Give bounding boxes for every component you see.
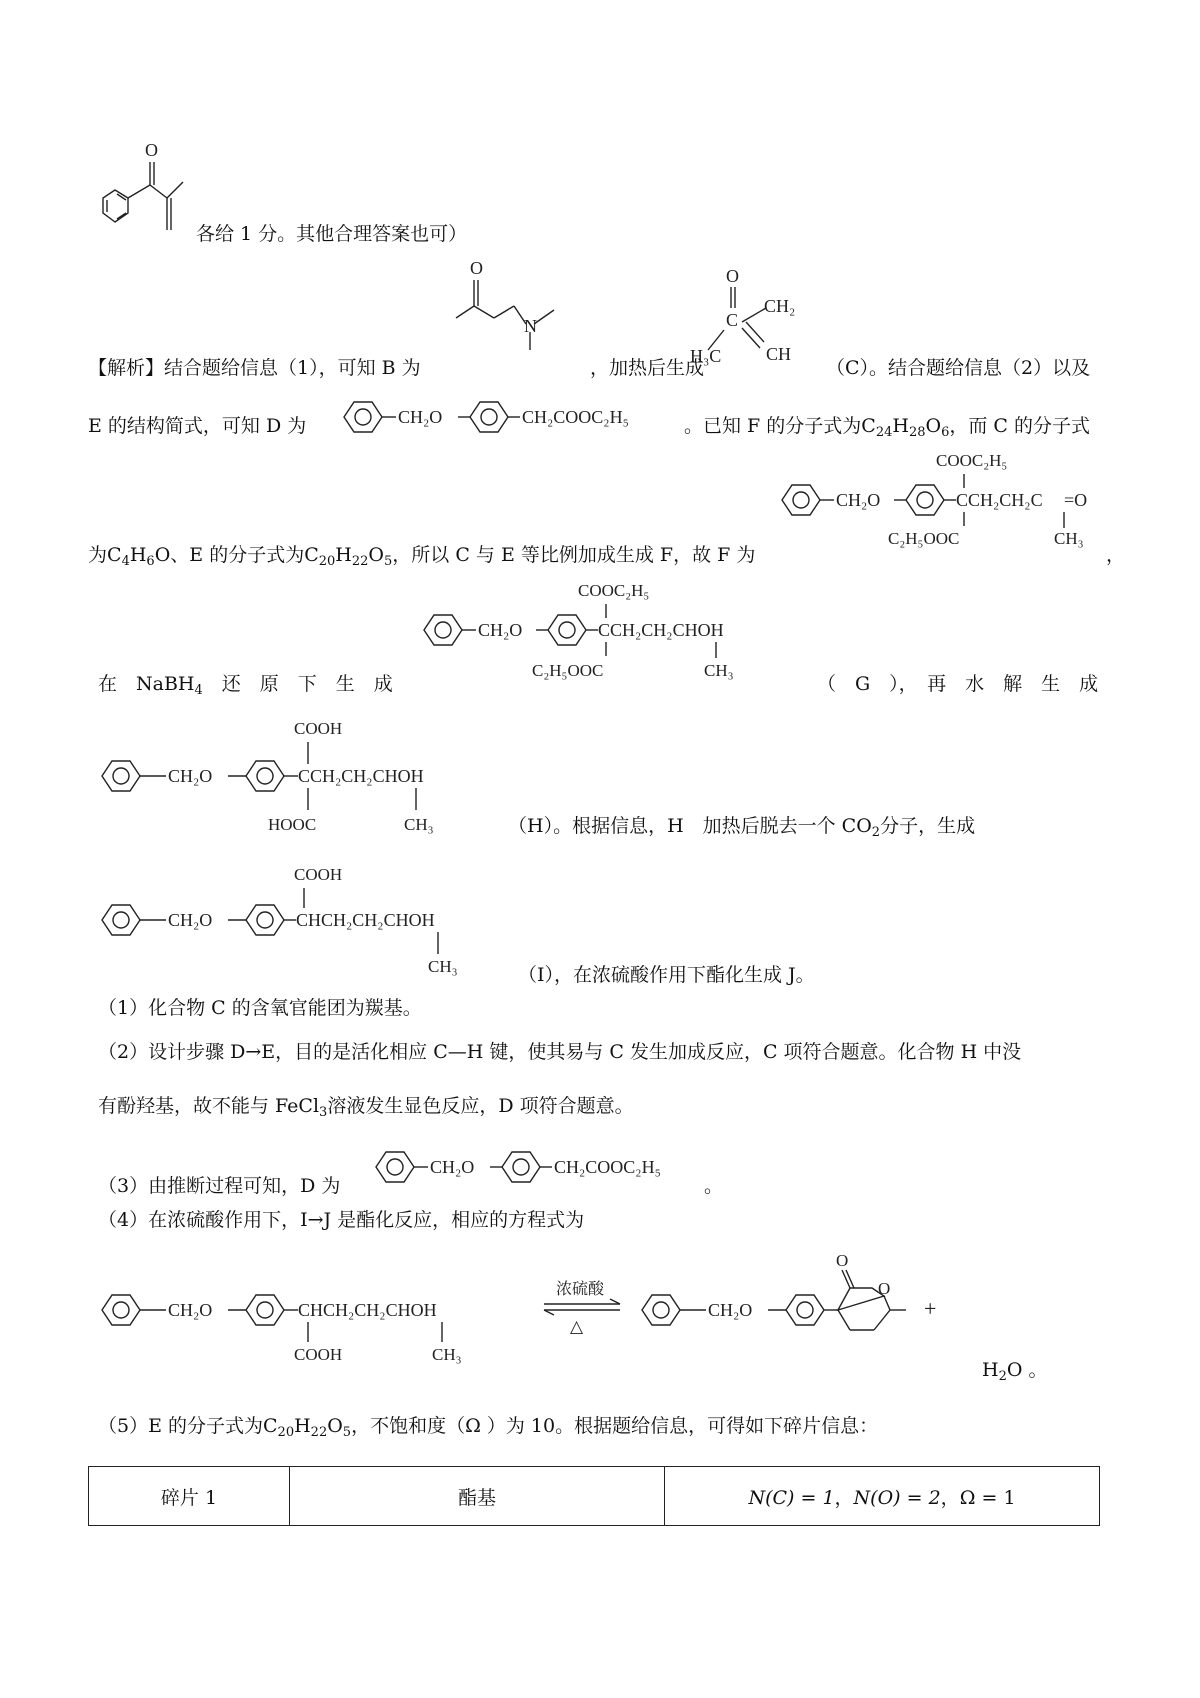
- ch2-label: CH₂: [764, 296, 796, 316]
- analysis-line-5: （H）。根据信息，H 加热后脱去一个 $CO_2$分子，生成: [508, 815, 976, 840]
- ch2o-label: CH₂O: [168, 1300, 213, 1320]
- ch2o-label: CH₂O: [708, 1300, 753, 1320]
- nitrogen-label: N: [524, 316, 537, 336]
- h3c-label: H₃C: [690, 346, 722, 366]
- n-c-value: N(C) = 1: [748, 1486, 835, 1509]
- catalyst-label: 浓硫酸: [556, 1281, 605, 1298]
- chch2ch2choh-label: CHCH₂CH₂CHOH: [296, 910, 435, 930]
- answer-4: （4）在浓硫酸作用下，I→J 是酯化反应，相应的方程式为: [98, 1209, 585, 1231]
- formula-F: $C_{24}H_{28}O_6$: [861, 415, 950, 440]
- structure-C: [690, 262, 830, 372]
- fragment-table: [88, 1466, 1100, 1526]
- score-note: 各给 1 分。其他合理答案也可）: [196, 223, 468, 245]
- ch3-label: CH₃: [428, 957, 458, 976]
- cooh-label: COOH: [294, 1345, 343, 1364]
- cooh-label: COOH: [294, 719, 343, 738]
- fragment-group-cell: 酯基: [290, 1467, 665, 1526]
- c2h5ooc-label: C₂H₅OOC: [888, 529, 960, 548]
- ch3-label: CH₃: [432, 1345, 462, 1364]
- ch-label: CH: [766, 344, 792, 364]
- ch2cooc2h5-label: CH₂COOC₂H₅: [554, 1157, 661, 1177]
- formula-E: $C_{20}H_{22}O_5$: [304, 544, 393, 569]
- carbon-label: C: [726, 310, 739, 330]
- structure-D-answer: [362, 1142, 712, 1192]
- ch2o-label: CH₂O: [168, 910, 213, 930]
- h-generate-text: 分子，生成: [880, 815, 976, 837]
- ch2o-label: CH₂O: [478, 620, 523, 640]
- ch2o-label: CH₂O: [168, 766, 213, 786]
- cch2ch2c-label: CCH₂CH₂C: [956, 490, 1043, 510]
- analysis-line-6: （I），在浓硫酸作用下酯化生成 J。: [518, 964, 815, 986]
- fecl3-text: 有酚羟基，故不能与 FeCl: [98, 1095, 320, 1117]
- fragment-name-cell: 碎片 1: [89, 1467, 290, 1526]
- structure-G: [420, 578, 800, 688]
- table-row: [89, 1467, 1100, 1526]
- carbonyl-oxygen-label: O: [836, 1251, 849, 1270]
- analysis-line-1a: 【解析】结合题给信息（1），可知 B 为: [88, 357, 421, 379]
- esterification-equation: [98, 1250, 988, 1390]
- analysis-line-1b: ，加热后生成: [590, 357, 705, 379]
- answer-5b-text: ，不饱和度（Ω ）为 10。根据题给信息，可得如下碎片信息：: [351, 1415, 879, 1437]
- analysis-line-3: [88, 543, 755, 567]
- answer-3a: （3）由推断过程可知，D 为: [98, 1175, 341, 1197]
- answer-2a: （2）设计步骤 D→E，目的是活化相应 C—H 键，使其易与 C 发生加成反应，C 项符合题意。化合物 H 中没: [98, 1041, 1022, 1063]
- cooc2h5-label: COOC₂H₅: [936, 451, 1008, 470]
- structure-B: [450, 258, 570, 358]
- hooc-label: HOOC: [268, 815, 317, 834]
- structure-H: [98, 712, 518, 842]
- reduce-text: 还 原 下 生 成: [202, 673, 393, 695]
- ring-oxygen-label: O: [878, 1279, 891, 1298]
- fragment-info-cell: N(C) = 1，N(O) = 2，Ω = 1: [665, 1467, 1100, 1526]
- answer-2c-text: 溶液发生显色反应，D 项符合题意。: [327, 1095, 634, 1117]
- answer-3b: 。: [704, 1175, 724, 1197]
- ch2o-label: CH₂O: [836, 490, 881, 510]
- ch2o-label: CH₂O: [430, 1157, 475, 1177]
- answer-1: （1）化合物 C 的含氧官能团为羰基。: [98, 997, 422, 1019]
- cch2ch2choh-label: CCH₂CH₂CHOH: [298, 766, 424, 786]
- analysis-line-4c: （ G ）， 再 水 解 生 成: [817, 673, 1099, 695]
- water-product: $H_2O$ 。: [982, 1359, 1048, 1384]
- ch3-label: CH₃: [704, 661, 734, 680]
- ch3-label: CH₃: [404, 815, 434, 834]
- analysis-line-1c: （C）。结合题给信息（2）以及: [826, 357, 1091, 379]
- answer-2b: 有酚羟基，故不能与 FeCl$_3$溶液发生显色反应，D 项符合题意。: [98, 1095, 634, 1120]
- analysis-line-3c: ，所以 C 与 E 等比例加成生成 F，故 F 为: [392, 544, 756, 566]
- cch2ch2choh-label: CCH₂CH₂CHOH: [598, 620, 724, 640]
- structure-phenyl-methacryl-ketone: [95, 140, 205, 250]
- carbonyl-label: =O: [1064, 490, 1088, 510]
- plus-sign: +: [924, 1296, 937, 1321]
- cooc2h5-label: COOC₂H₅: [578, 581, 650, 600]
- structure-F: [778, 448, 1118, 556]
- omega-value: Ω = 1: [959, 1486, 1016, 1509]
- analysis-line-3a: 为: [88, 544, 108, 566]
- heat-label: △: [570, 1317, 584, 1336]
- answer-5: [98, 1414, 878, 1438]
- formula-E-answer: $C_{20}H_{22}O_5$: [263, 1415, 352, 1440]
- chch2ch2choh-label: CHCH₂CH₂CHOH: [298, 1300, 437, 1320]
- formula-C: $C_4H_6O$: [107, 544, 171, 569]
- c2h5ooc-label: C₂H₅OOC: [532, 661, 604, 680]
- n-o-value: N(O) = 2: [853, 1486, 941, 1509]
- structure-I: [98, 862, 518, 982]
- analysis-line-3d: ，: [1106, 544, 1126, 566]
- oxygen-label: O: [726, 266, 739, 286]
- ch2cooc2h5-label: CH₂COOC₂H₅: [522, 407, 629, 427]
- nabh4-text: 在 NaBH: [98, 673, 195, 695]
- analysis-line-2a: E 的结构简式，可知 D 为: [88, 415, 307, 437]
- analysis-line-2b-text: 。已知 F 的分子式为: [684, 415, 862, 437]
- structure-D: [330, 392, 680, 442]
- analysis-line-2c-text: ，而 C 的分子式: [949, 415, 1090, 437]
- oxygen-label: O: [470, 258, 483, 278]
- analysis-line-2b: [684, 414, 1090, 438]
- answer-5a-text: （5）E 的分子式为: [98, 1415, 263, 1437]
- cooh-label: COOH: [294, 865, 343, 884]
- analysis-line-3b: 、E 的分子式为: [170, 544, 305, 566]
- h-decarboxylation-text: （H）。根据信息，H 加热后脱去一个 CO: [508, 815, 872, 837]
- oxygen-label: O: [145, 140, 158, 160]
- analysis-line-4a: 在 NaBH$_4$ 还 原 下 生 成: [98, 673, 393, 698]
- ch3-label: CH₃: [1054, 529, 1084, 548]
- ch2o-label: CH₂O: [398, 407, 443, 427]
